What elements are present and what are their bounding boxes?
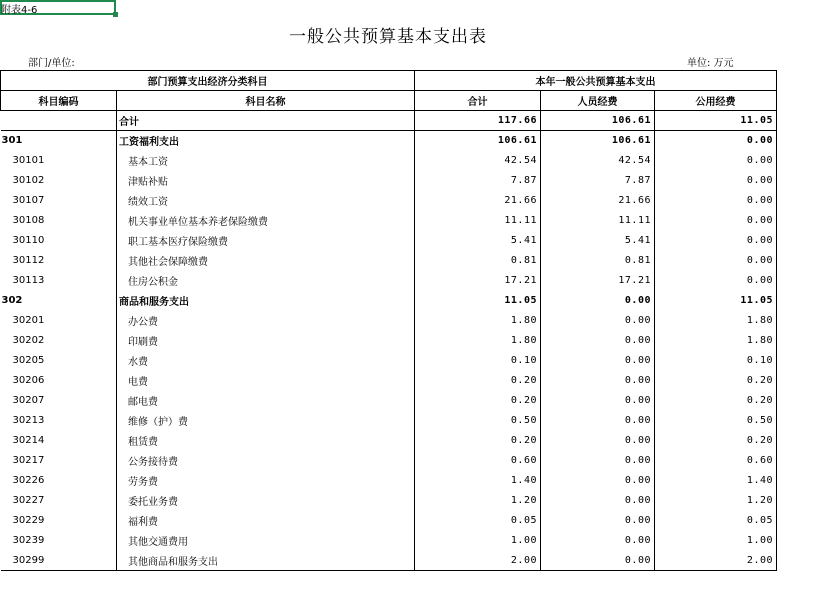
row-name: 商品和服务支出 — [117, 291, 415, 311]
row-total: 0.10 — [415, 351, 541, 371]
table-row — [1, 291, 777, 311]
row-total: 0.60 — [415, 451, 541, 471]
row-code: 30217 — [12, 455, 45, 466]
total-public: 11.05 — [655, 111, 777, 131]
row-public: 0.20 — [655, 431, 777, 451]
row-code: 30226 — [12, 475, 45, 486]
row-public: 11.05 — [655, 291, 777, 311]
row-public: 0.05 — [655, 511, 777, 531]
row-code: 30101 — [12, 155, 45, 166]
row-name: 委托业务费 — [117, 491, 415, 511]
row-total: 7.87 — [415, 171, 541, 191]
row-personnel: 42.54 — [541, 151, 655, 171]
table-row — [1, 131, 777, 151]
row-personnel: 0.00 — [541, 471, 655, 491]
table-row — [1, 551, 777, 571]
row-total: 1.80 — [415, 331, 541, 351]
total-total: 117.66 — [415, 111, 541, 131]
row-code: 30113 — [12, 275, 45, 286]
table-row — [1, 411, 777, 431]
page-title: 一般公共预算基本支出表 — [289, 27, 487, 47]
row-name: 其他商品和服务支出 — [117, 551, 415, 571]
row-public: 0.00 — [655, 191, 777, 211]
row-code: 30107 — [12, 195, 45, 206]
row-name: 公务接待费 — [117, 451, 415, 471]
row-name: 租赁费 — [117, 431, 415, 451]
row-personnel: 17.21 — [541, 271, 655, 291]
row-personnel: 0.00 — [541, 331, 655, 351]
table-row — [1, 271, 777, 291]
row-total: 21.66 — [415, 191, 541, 211]
row-personnel: 0.00 — [541, 491, 655, 511]
row-code: 30108 — [12, 215, 45, 226]
row-code: 30102 — [12, 175, 45, 186]
header-group-left: 部门预算支出经济分类科目 — [1, 71, 415, 91]
row-public: 1.40 — [655, 471, 777, 491]
row-code: 30227 — [12, 495, 45, 506]
row-personnel: 0.00 — [541, 551, 655, 571]
row-name: 其他社会保障缴费 — [117, 251, 415, 271]
row-personnel: 21.66 — [541, 191, 655, 211]
row-code: 30206 — [12, 375, 45, 386]
unit-label: 单位: 万元 — [687, 58, 734, 69]
row-total: 42.54 — [415, 151, 541, 171]
table-row — [1, 231, 777, 251]
row-total: 1.40 — [415, 471, 541, 491]
table-row — [1, 451, 777, 471]
row-public: 0.00 — [655, 271, 777, 291]
table-row — [1, 331, 777, 351]
row-total: 0.20 — [415, 431, 541, 451]
table-row — [1, 191, 777, 211]
row-total: 0.81 — [415, 251, 541, 271]
row-name: 津贴补贴 — [117, 171, 415, 191]
row-total: 0.50 — [415, 411, 541, 431]
row-personnel: 5.41 — [541, 231, 655, 251]
row-name: 水费 — [117, 351, 415, 371]
row-public: 1.20 — [655, 491, 777, 511]
row-public: 0.10 — [655, 351, 777, 371]
row-name: 印刷费 — [117, 331, 415, 351]
row-total: 11.11 — [415, 211, 541, 231]
row-public: 0.20 — [655, 371, 777, 391]
row-code: 30229 — [12, 515, 45, 526]
sheet-note: 附表4-6 — [1, 5, 38, 16]
row-total: 0.20 — [415, 391, 541, 411]
row-total: 1.80 — [415, 311, 541, 331]
row-name: 劳务费 — [117, 471, 415, 491]
row-public: 0.50 — [655, 411, 777, 431]
row-name: 工资福利支出 — [117, 131, 415, 151]
row-personnel: 0.00 — [541, 371, 655, 391]
fill-handle[interactable] — [113, 12, 118, 17]
row-code: 30201 — [12, 315, 45, 326]
row-name: 职工基本医疗保险缴费 — [117, 231, 415, 251]
row-name: 机关事业单位基本养老保险缴费 — [117, 211, 415, 231]
row-public: 0.60 — [655, 451, 777, 471]
row-public: 2.00 — [655, 551, 777, 571]
row-name: 维修（护）费 — [117, 411, 415, 431]
row-name: 基本工资 — [117, 151, 415, 171]
row-code: 30214 — [12, 435, 45, 446]
row-total: 5.41 — [415, 231, 541, 251]
row-name: 办公费 — [117, 311, 415, 331]
row-personnel: 0.00 — [541, 351, 655, 371]
header-name: 科目名称 — [117, 91, 415, 111]
header-group-right: 本年一般公共预算基本支出 — [415, 71, 777, 91]
row-code: 30213 — [12, 415, 45, 426]
row-total: 106.61 — [415, 131, 541, 151]
row-total: 2.00 — [415, 551, 541, 571]
table-row — [1, 431, 777, 451]
header-code: 科目编码 — [1, 91, 117, 111]
row-personnel: 0.00 — [541, 531, 655, 551]
row-personnel: 0.00 — [541, 451, 655, 471]
row-total: 1.20 — [415, 491, 541, 511]
table-row — [1, 151, 777, 171]
row-name: 邮电费 — [117, 391, 415, 411]
row-code: 30110 — [12, 235, 45, 246]
row-code: 301 — [1, 135, 23, 147]
total-row — [1, 111, 777, 131]
row-total: 1.00 — [415, 531, 541, 551]
header-group-row — [1, 71, 777, 91]
row-public: 0.00 — [655, 151, 777, 171]
row-total: 11.05 — [415, 291, 541, 311]
row-total: 0.05 — [415, 511, 541, 531]
table-row — [1, 351, 777, 371]
row-public: 0.00 — [655, 231, 777, 251]
dept-label: 部门/单位: — [28, 58, 75, 69]
total-name: 合计 — [117, 111, 415, 131]
table-row — [1, 391, 777, 411]
row-personnel: 0.00 — [541, 391, 655, 411]
row-personnel: 106.61 — [541, 131, 655, 151]
row-total: 0.20 — [415, 371, 541, 391]
table-row — [1, 211, 777, 231]
row-personnel: 0.81 — [541, 251, 655, 271]
table-row — [1, 531, 777, 551]
row-personnel: 7.87 — [541, 171, 655, 191]
row-personnel: 0.00 — [541, 431, 655, 451]
row-code: 30207 — [12, 395, 45, 406]
row-code: 30202 — [12, 335, 45, 346]
row-code: 30239 — [12, 535, 45, 546]
row-name: 福利费 — [117, 511, 415, 531]
row-public: 0.20 — [655, 391, 777, 411]
row-code: 302 — [1, 295, 23, 306]
header-column-row — [1, 91, 777, 111]
row-personnel: 11.11 — [541, 211, 655, 231]
expenditure-table — [0, 70, 777, 571]
row-public: 1.80 — [655, 311, 777, 331]
row-personnel: 0.00 — [541, 291, 655, 311]
row-public: 0.00 — [655, 171, 777, 191]
header-total: 合计 — [415, 91, 541, 111]
row-personnel: 0.00 — [541, 511, 655, 531]
row-public: 0.00 — [655, 251, 777, 271]
row-name: 绩效工资 — [117, 191, 415, 211]
table-row — [1, 311, 777, 331]
row-name: 其他交通费用 — [117, 531, 415, 551]
header-personnel: 人员经费 — [541, 91, 655, 111]
row-public: 0.00 — [655, 131, 777, 151]
table-row — [1, 251, 777, 271]
table-row — [1, 511, 777, 531]
total-code — [1, 111, 117, 131]
row-name: 住房公积金 — [117, 271, 415, 291]
row-public: 1.80 — [655, 331, 777, 351]
row-personnel: 0.00 — [541, 411, 655, 431]
row-code: 30205 — [12, 355, 45, 366]
row-public: 1.00 — [655, 531, 777, 551]
table-row — [1, 491, 777, 511]
row-name: 电费 — [117, 371, 415, 391]
row-total: 17.21 — [415, 271, 541, 291]
row-public: 0.00 — [655, 211, 777, 231]
header-public: 公用经费 — [655, 91, 777, 111]
row-code: 30299 — [1, 551, 117, 571]
total-personnel: 106.61 — [541, 111, 655, 131]
row-personnel: 0.00 — [541, 311, 655, 331]
table-row — [1, 471, 777, 491]
table-row — [1, 171, 777, 191]
row-code: 30112 — [12, 255, 45, 266]
table-row — [1, 371, 777, 391]
